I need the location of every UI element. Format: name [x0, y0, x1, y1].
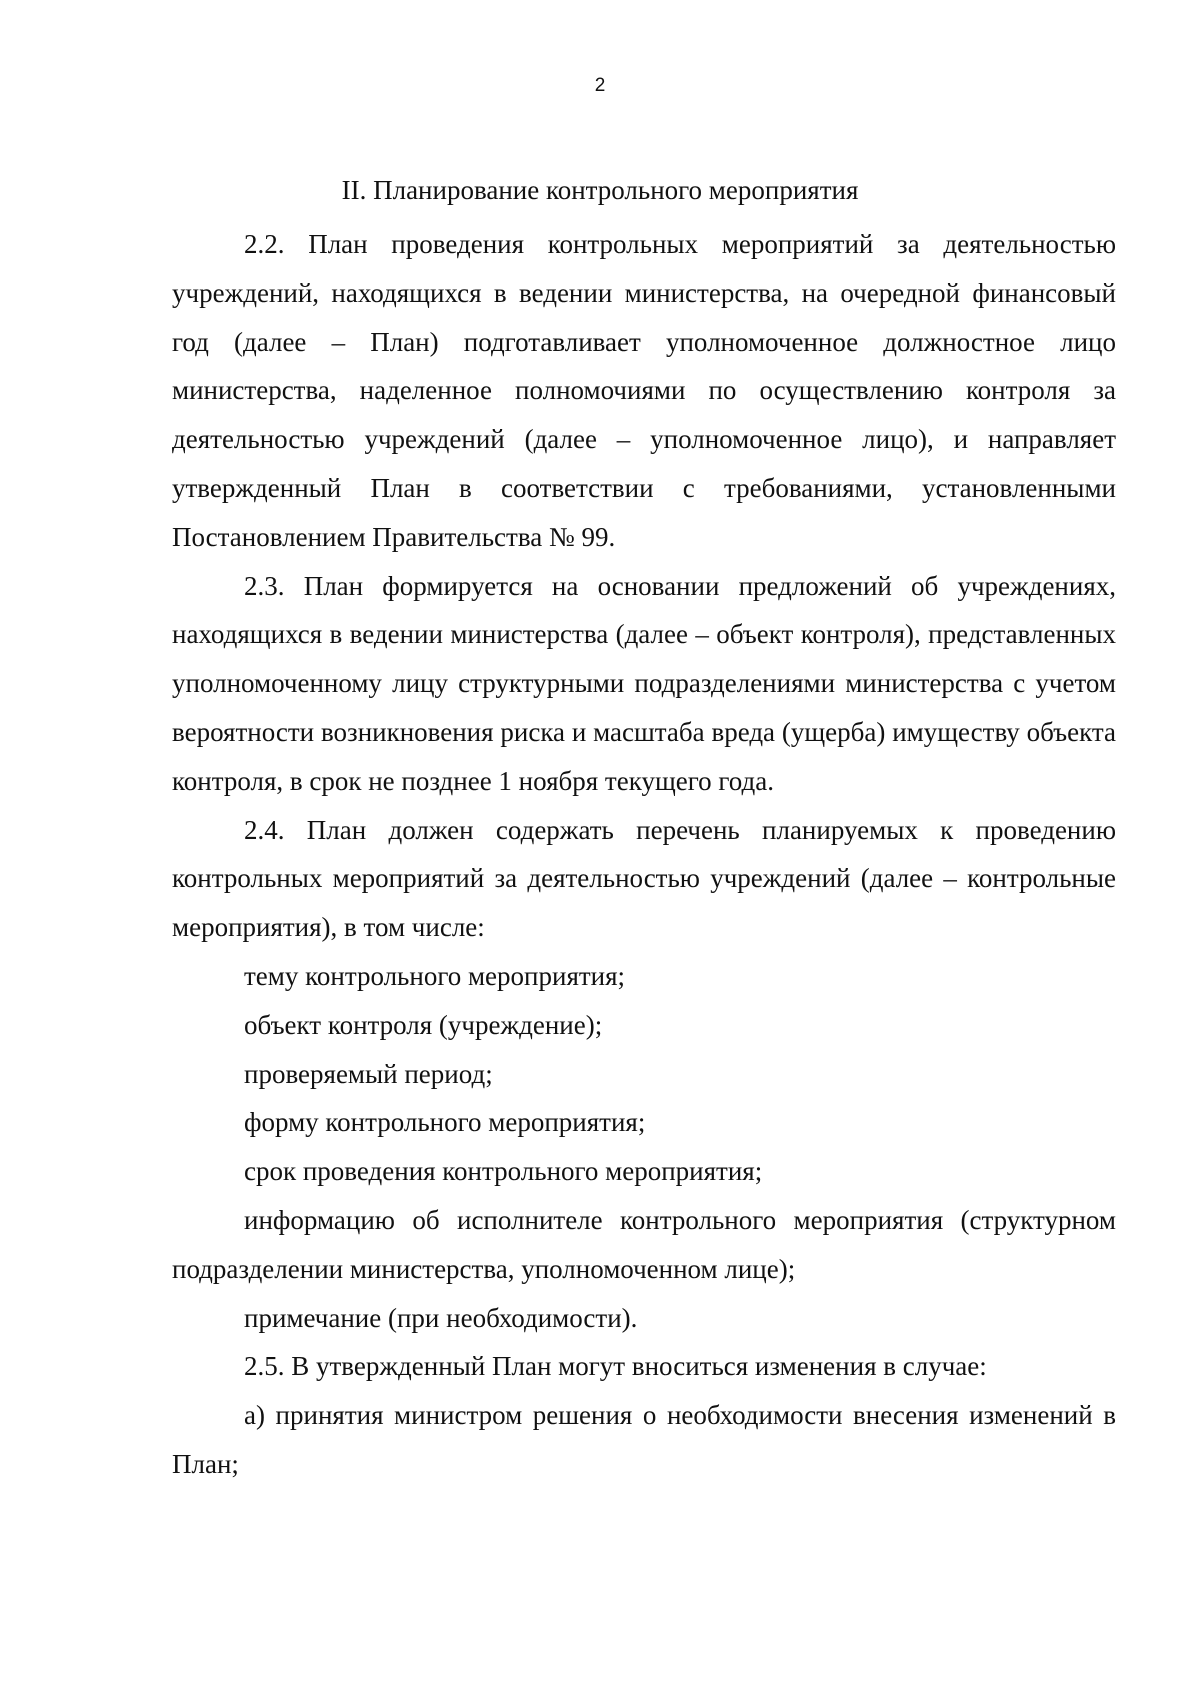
paragraph-2-4: 2.4. План должен содержать перечень планируемых к проведению контрольных мероприятий за деятельностью учреждений (далее – контрольные мероприятия), в том числе: — [172, 814, 1116, 943]
paragraph-2-5: 2.5. В утвержденный План могут вноситься изменения в случае: — [244, 1351, 987, 1382]
list-item-note: примечание (при необходимости). — [244, 1302, 638, 1333]
list-item-period: проверяемый период; — [244, 1058, 493, 1089]
list-item-control-object: объект контроля (учреждение); — [244, 1009, 603, 1040]
section-title: II. Планирование контрольного мероприятия — [341, 175, 859, 205]
paragraph-2-2: 2.2. План проведения контрольных мероприятий за деятельностью учреждений, находящихся в ведении министерства, на очередной финансовый год (далее – План) подготавливает уполномоченное должностное лицо министерства, наделенное полномочиями по осуществлению контроля за деятельностью учреждений (далее – уполномоченное лицо), и направляет утвержденный План в соответствии с требованиями, установленными Постановлением Правительства № 99. — [172, 229, 1116, 552]
list-item-topic: тему контрольного мероприятия; — [244, 960, 626, 991]
paragraph-2-3: 2.3. План формируется на основании предложений об учреждениях, находящихся в ведении министерства (далее – объект контроля), представленных уполномоченному лицу структурными подразделениями министерства с учетом вероятности возникновения риска и масштаба вреда (ущерба) имуществу объекта контроля, в срок не позднее 1 ноября текущего года. — [172, 570, 1116, 796]
list-item-term: срок проведения контрольного мероприятия; — [244, 1156, 763, 1187]
list-item-executor: информацию об исполнителе контрольного мероприятия (структурном подразделении министерства, уполномоченном лице); — [172, 1204, 1116, 1284]
page-number: 2 — [594, 75, 606, 96]
list-item-form: форму контрольного мероприятия; — [244, 1107, 646, 1138]
paragraph-2-5-a: а) принятия министром решения о необходимости внесения изменений в План; — [172, 1400, 1116, 1479]
document-body — [172, 220, 1116, 1489]
